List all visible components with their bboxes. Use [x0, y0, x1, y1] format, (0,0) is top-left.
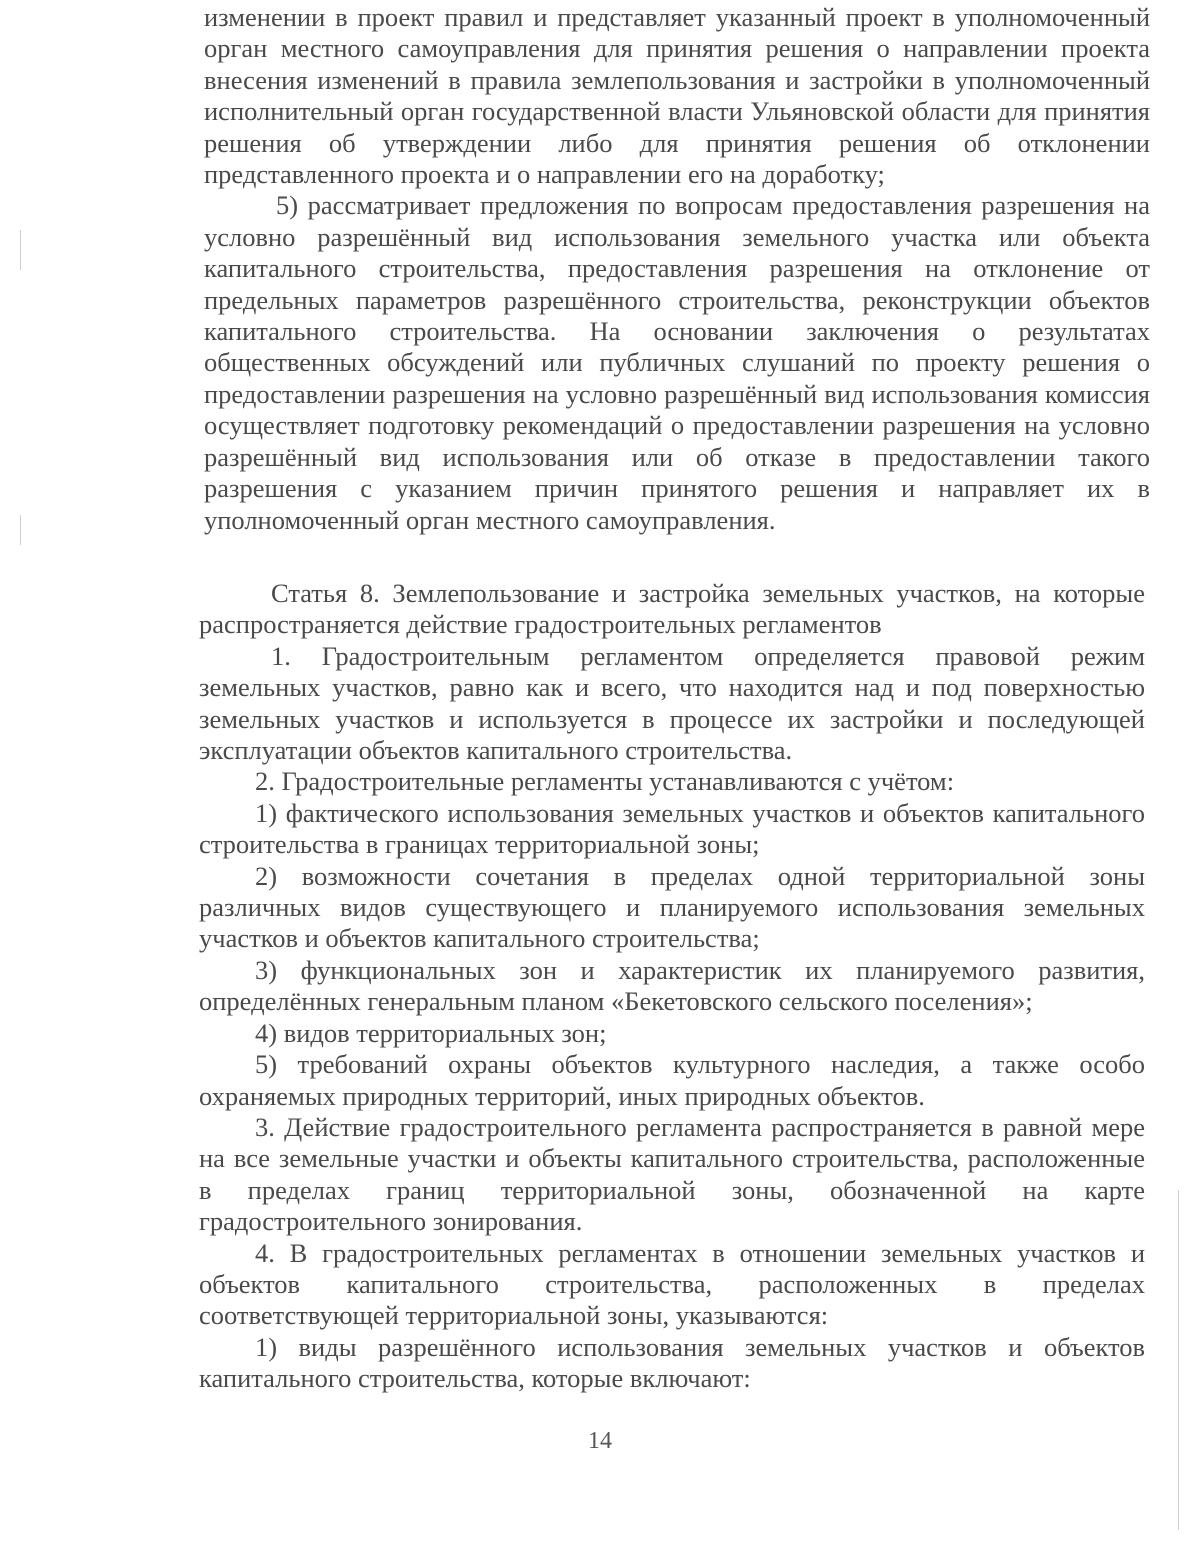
- article-8-paragraph-2: 2. Градостроительные регламенты устанавливаются с учётом:: [255, 766, 955, 797]
- scan-edge-mark: [1178, 1190, 1179, 1530]
- article-8-heading: Статья 8. Землепользование и застройка земельных участков, на которые распространяется действие градостроительных регламентов: [199, 578, 1145, 640]
- article-8-paragraph-1: 1. Градостроительным регламентом определяется правовой режим земельных участков, равно как и всего, что находится над и под поверхностью земельных участков и используется в процессе их застройки и последующей эксплуатации объектов капитального строительства.: [199, 640, 1145, 766]
- article-8-sub-item-1: 1) виды разрешённого использования земельных участков и объектов капитального строительства, которые включают:: [199, 1331, 1145, 1394]
- page-number: 14: [588, 1428, 612, 1454]
- paragraph-item-5: 5) рассматривает предложения по вопросам предоставления разрешения на условно разрешённый вид использования земельного участка или объекта капитального строительства, предоставления разрешения на отклонение от предельных параметров разрешённого строительства, реконструкции объектов капитального строительства. На основании заключения о результатах общественных обсуждений или публичных слушаний по проекту решения о предоставлении разрешения на условно разрешённый вид использования комиссия осуществляет подготовку рекомендаций о предоставлении разрешения на условно разрешённый вид использования или об отказе в предоставлении такого разрешения с указанием причин принятого решения и направляет их в уполномоченный орган местного самоуправления.: [204, 190, 1150, 535]
- article-8-paragraph-4: 4. В градостроительных регламентах в отношении земельных участков и объектов капитального строительства, расположенных в пределах соответствующей территориальной зоны, указываются:: [199, 1237, 1145, 1331]
- article-8-item-3: 3) функциональных зон и характеристик их планируемого развития, определённых генеральным планом «Бекетовского сельского поселения»;: [199, 954, 1145, 1017]
- article-8-item-1: 1) фактического использования земельных участков и объектов капитального строительства в границах территориальной зоны;: [199, 797, 1145, 860]
- article-8-item-5: 5) требований охраны объектов культурного наследия, а также особо охраняемых природных территорий, иных природных объектов.: [199, 1049, 1145, 1111]
- section-a: [204, 2, 1150, 536]
- article-8: [199, 578, 1145, 1395]
- article-8-paragraph-3: 3. Действие градостроительного регламента распространяется в равной мере на все земельные участки и объекты капитального строительства, расположенные в пределах границ территориальной зоны, обозначенной на карте градостроительного зонирования.: [199, 1111, 1145, 1237]
- scan-edge-mark: [20, 230, 21, 270]
- scan-edge-mark: [20, 515, 21, 545]
- article-8-item-4: 4) видов территориальных зон;: [255, 1017, 607, 1048]
- paragraph-continuation: изменении в проект правил и представляет указанный проект в уполномоченный орган местного самоуправления для принятия решения о направлении проекта внесения изменений в правила землепользования и застройки в уполномоченный исполнительный орган государственной власти Ульяновской области для принятия решения об утверждении либо для принятия решения об отклонении представленного проекта и о направлении его на доработку;: [204, 2, 1150, 190]
- article-8-item-2: 2) возможности сочетания в пределах одной территориальной зоны различных видов существующего и планируемого использования земельных участков и объектов капитального строительства;: [199, 860, 1145, 954]
